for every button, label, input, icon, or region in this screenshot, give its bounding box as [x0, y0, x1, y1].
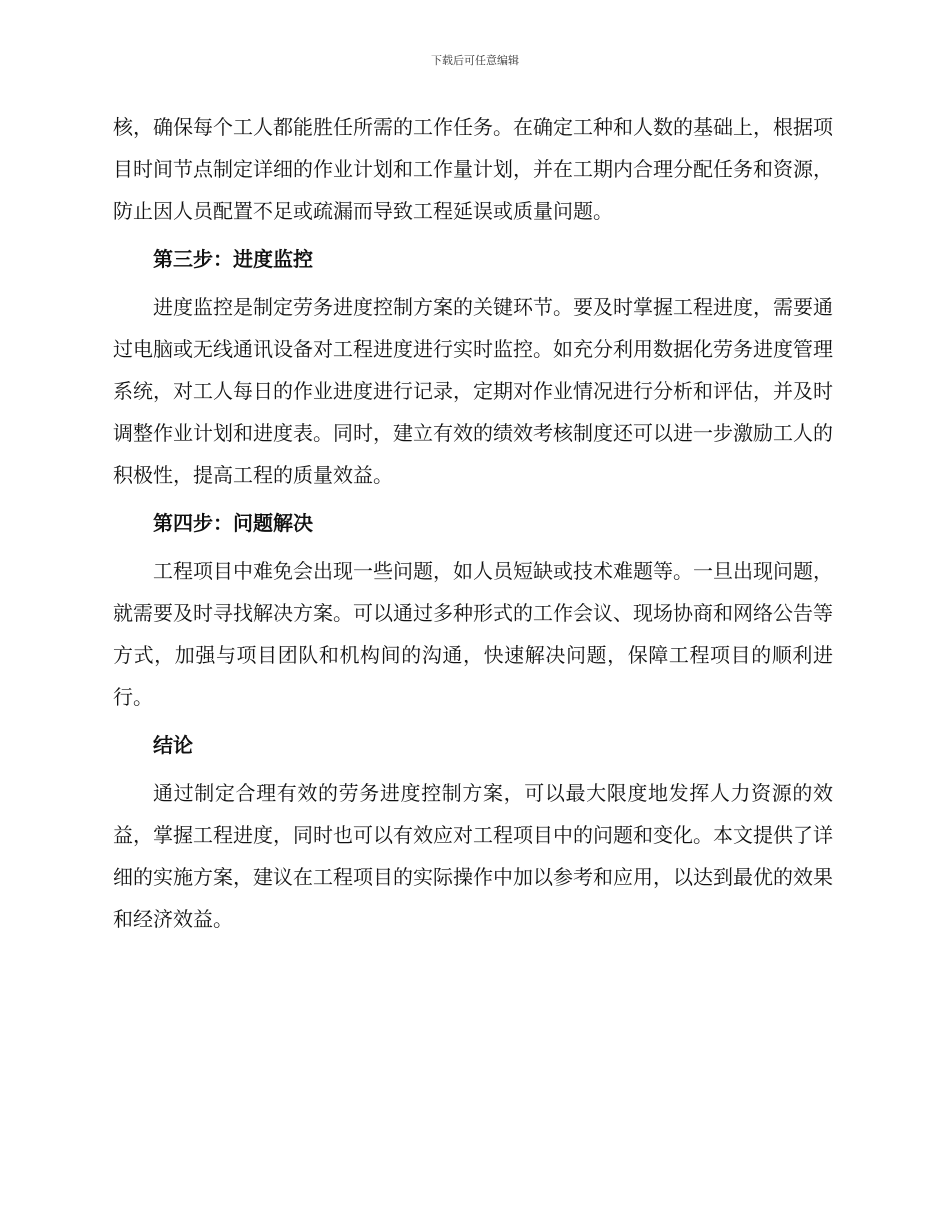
paragraph-continuation: 核，确保每个工人都能胜任所需的工作任务。在确定工种和人数的基础上，根据项目时间节点制定详细的作业计划和工作量计划，并在工期内合理分配任务和资源，防止因人员配置不足或疏漏而导致工程延误或质量问题。 — [113, 115, 833, 223]
document-body — [113, 106, 833, 940]
section-heading-step3: 第三步：进度监控 — [153, 247, 313, 271]
paragraph-step3: 进度监控是制定劳务进度控制方案的关键环节。要及时掌握工程进度，需要通过电脑或无线通讯设备对工程进度进行实时监控。如充分利用数据化劳务进度管理系统，对工人每日的作业进度进行记录，定期对作业情况进行分析和评估，并及时调整作业计划和进度表。同时，建立有效的绩效考核制度还可以进一步激励工人的积极性，提高工程的质量效益。 — [113, 295, 833, 487]
paragraph-step4: 工程项目中难免会出现一些问题，如人员短缺或技术难题等。一旦出现问题，就需要及时寻找解决方案。可以通过多种形式的工作会议、现场协商和网络公告等方式，加强与项目团队和机构间的沟通，快速解决问题，保障工程项目的顺利进行。 — [113, 559, 833, 709]
paragraph-conclusion: 通过制定合理有效的劳务进度控制方案，可以最大限度地发挥人力资源的效益，掌握工程进度，同时也可以有效应对工程项目中的问题和变化。本文提供了详细的实施方案，建议在工程项目的实际操作中加以参考和应用，以达到最优的效果和经济效益。 — [113, 781, 833, 931]
page-header: 下载后可任意编辑 — [431, 54, 519, 67]
section-heading-step4: 第四步：问题解决 — [153, 511, 313, 535]
section-heading-conclusion: 结论 — [153, 733, 193, 757]
